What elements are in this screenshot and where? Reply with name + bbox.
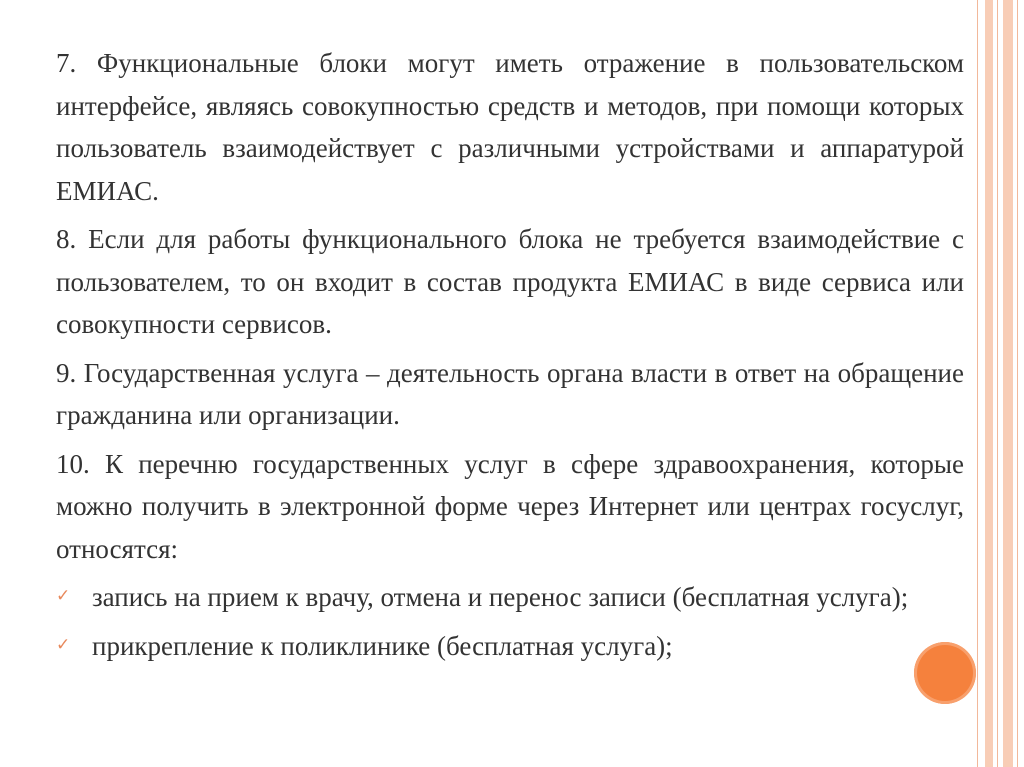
paragraph-9: 9. Государственная услуга – деятельность органа власти в ответ на обращение гражданина или организации. — [56, 357, 964, 430]
list-item — [56, 576, 964, 619]
list-item — [56, 625, 964, 668]
slide-content — [56, 42, 964, 673]
frame-line — [997, 0, 998, 767]
frame-stripe — [985, 0, 993, 767]
paragraph-7: 7. Функциональные блоки могут иметь отражение в пользовательском интерфейсе, являясь совокупностью средств и методов, при помощи которых пользователь взаимодействует с различными устройствами и аппаратурой ЕМИАС. — [56, 48, 964, 206]
frame-line — [977, 0, 978, 767]
checkmark-icon: ✓ — [56, 586, 71, 606]
list-item-text: прикрепление к поликлинике (бесплатная услуга); — [92, 630, 673, 661]
paragraph-8: 8. Если для работы функционального блока не требуется взаимодействие с пользователем, то он входит в состав продукта ЕМИАС в виде сервиса или совокупности сервисов. — [56, 224, 964, 339]
paragraph-10: 10. К перечню государственных услуг в сфере здравоохранения, которые можно получить в электронной форме через Интернет или центрах госуслуг, относятся: — [56, 448, 964, 564]
list-item-text: запись на прием к врачу, отмена и перенос записи (бесплатная услуга); — [92, 582, 909, 612]
checkmark-icon: ✓ — [56, 634, 71, 655]
frame-line — [1017, 0, 1018, 767]
frame-stripe — [1003, 0, 1013, 767]
decorative-circle — [914, 642, 976, 704]
